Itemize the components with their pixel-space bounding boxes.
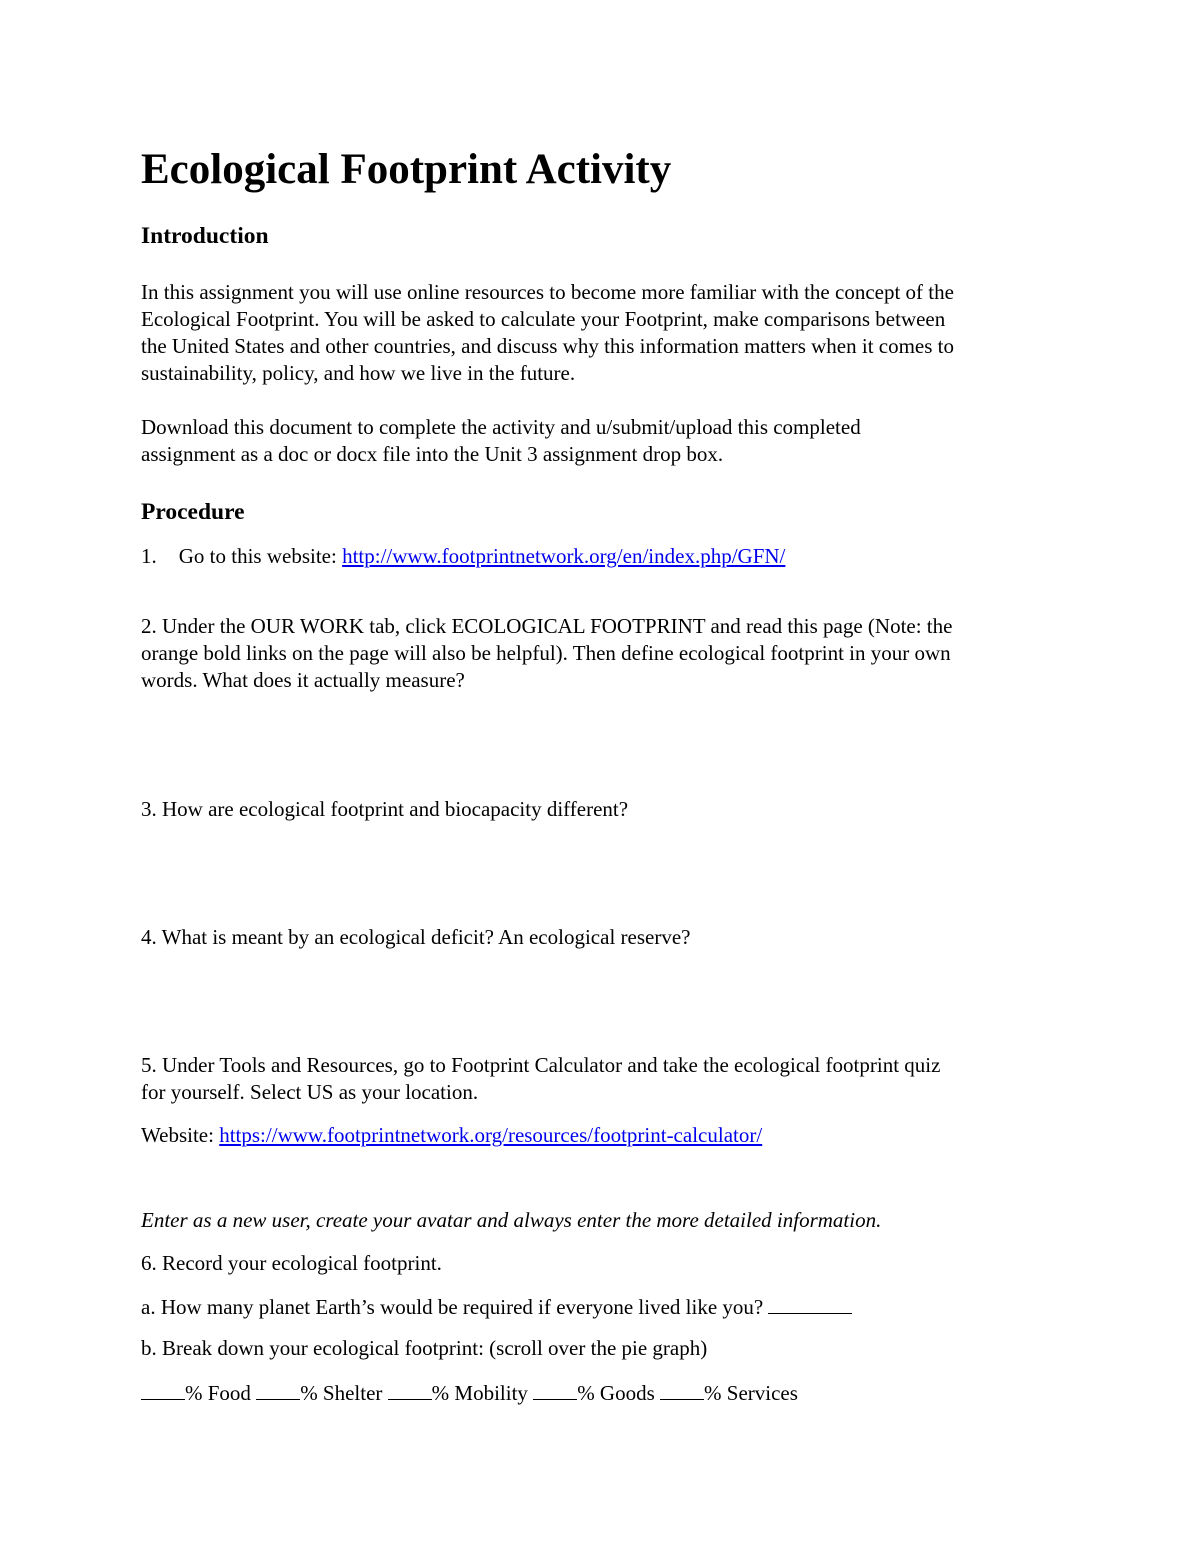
introduction-paragraph-2: [141, 414, 1071, 468]
breakdown-goods-label: % Goods: [577, 1381, 661, 1405]
italic-instruction: Enter as a new user, create your avatar and always enter the more detailed information.: [141, 1208, 882, 1232]
text-line: orange bold links on the page will also be helpful). Then define ecological footprint in your own: [141, 641, 951, 665]
breakdown-shelter-label: % Shelter: [300, 1381, 388, 1405]
text-line: In this assignment you will use online resources to become more familiar with the concept of the: [141, 280, 954, 304]
website-line: [141, 1122, 762, 1149]
text-line: Ecological Footprint. You will be asked to calculate your Footprint, make comparisons between: [141, 307, 946, 331]
question-text: a. How many planet Earth’s would be required if everyone lived like you?: [141, 1295, 769, 1319]
text-line: Download this document to complete the activity and u/submit/upload this completed: [141, 415, 861, 439]
answer-blank[interactable]: [256, 1378, 300, 1400]
answer-blank[interactable]: [141, 1378, 185, 1400]
question-4: 4. What is meant by an ecological deficit? An ecological reserve?: [141, 925, 691, 949]
text-line: sustainability, policy, and how we live in the future.: [141, 361, 576, 385]
breakdown-food-label: % Food: [185, 1381, 257, 1405]
text-line: assignment as a doc or docx file into the Unit 3 assignment drop box.: [141, 442, 724, 466]
question-6a: [141, 1292, 852, 1321]
question-6: 6. Record your ecological footprint.: [141, 1251, 442, 1275]
question-6b: b. Break down your ecological footprint: (scroll over the pie graph): [141, 1336, 708, 1360]
text-line: for yourself. Select US as your location.: [141, 1080, 479, 1104]
question-5: [141, 1052, 1071, 1106]
website-label: Website:: [141, 1123, 220, 1147]
text-line: words. What does it actually measure?: [141, 668, 465, 692]
text-line: 2. Under the OUR WORK tab, click ECOLOGICAL FOOTPRINT and read this page (Note: the: [141, 614, 953, 638]
answer-blank[interactable]: [533, 1378, 577, 1400]
footprint-calculator-link[interactable]: https://www.footprintnetwork.org/resources/footprint-calculator/: [219, 1123, 763, 1147]
question-2: [141, 613, 1071, 694]
question-text: Go to this website:: [178, 544, 343, 568]
question-1: [141, 543, 785, 570]
answer-blank[interactable]: [388, 1378, 432, 1400]
procedure-heading: Procedure: [141, 499, 245, 525]
text-line: 5. Under Tools and Resources, go to Footprint Calculator and take the ecological footprint quiz: [141, 1053, 941, 1077]
answer-blank[interactable]: [768, 1292, 852, 1314]
answer-blank[interactable]: [660, 1378, 704, 1400]
question-3: 3. How are ecological footprint and biocapacity different?: [141, 797, 629, 821]
text-line: the United States and other countries, and discuss why this information matters when it comes to: [141, 334, 955, 358]
page-title: Ecological Footprint Activity: [141, 146, 672, 193]
breakdown-mobility-label: % Mobility: [431, 1381, 534, 1405]
question-number: 1.: [141, 544, 157, 568]
breakdown-services-label: % Services: [704, 1381, 798, 1405]
footprint-breakdown-line: [141, 1378, 798, 1407]
footprint-network-link[interactable]: http://www.footprintnetwork.org/en/index.php/GFN/: [342, 544, 786, 568]
introduction-heading: Introduction: [141, 223, 269, 249]
introduction-paragraph-1: [141, 279, 1071, 387]
